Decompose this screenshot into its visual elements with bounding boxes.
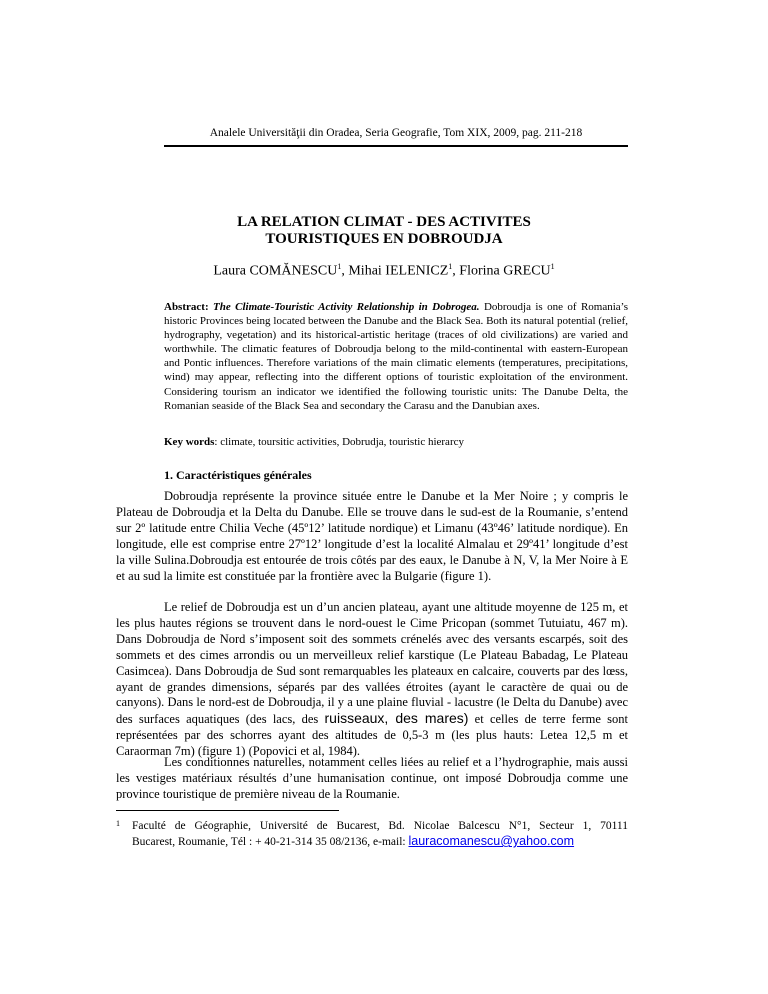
author-affiliation-mark: 1 bbox=[337, 262, 342, 271]
paragraph-text-enlarged: ruisseaux, des mares) bbox=[324, 710, 469, 727]
body-paragraph-2 bbox=[116, 600, 628, 760]
keywords bbox=[164, 436, 628, 448]
paper-title bbox=[140, 214, 628, 248]
author-name: Florina GRECU bbox=[459, 263, 551, 279]
header-rule bbox=[164, 145, 628, 147]
keywords-label: Key words bbox=[164, 436, 215, 448]
footnote-line-2 bbox=[116, 834, 628, 850]
paragraph-text: Le relief de Dobroudja est un d’un ancien plateau, ayant une altitude moyenne de 125 m, et les plus hautes régions se trouvent dans le nord-ouest le Cime Pricopan (sommet Tutuiatu, 467 m). Dans Dobroudja de Nord s’imposent soit des sommets crénelés avec des versants escarpés, soit des sommets et des cimes arrondis ou un merveilleux relief karstique (Le Plateau Babadag, Le Plateau Casimcea). Dans Dobroudja de Sud sont remarquables les plateaux en calcaire, couverts par des lœss, ayant de grandes dimensions, séparés par des vallées étroites (ayant le caractère de quai ou de canyons). Dans le nord-est de Dobroudja, il y a une plaine fluvial - lacustre (le Delta du Danube) avec des surfaces aquatiques (des lacs, des bbox=[116, 600, 628, 727]
paragraph-text: Les conditionnes naturelles, notamment celles liées au relief et a l’hydrographie, mais aussi les vestiges matériaux résultés d’une humanisation continue, ont imposé Dobroudja comme une province touristique de première niveau de la Roumanie. bbox=[116, 755, 628, 801]
body-paragraph-3 bbox=[116, 755, 628, 803]
abstract-english-title: The Climate-Touristic Activity Relationship in Dobrogea. bbox=[213, 301, 480, 313]
paragraph-text: et celles de terre ferme sont représentées par des schorres ayant des altitudes de 0,5-3 m (les plus hauts: Letea 12,5 m et Caraorman 7m) (figure 1) (Popovici et al, 1984). bbox=[116, 712, 628, 759]
section-heading: 1. Caractéristiques générales bbox=[164, 468, 312, 482]
footnote-rule bbox=[116, 810, 339, 811]
title-line-2: TOURISTIQUES EN DOBROUDJA bbox=[265, 231, 503, 247]
abstract: Abstract: The Climate-Touristic Activity Relationship in Dobrogea. Dobroudja is one of Romania’s historic Provinces being located between the Danube and the Black Sea. Both its natural potential (relief, hydrography, vegetation) and its historical-artistic heritage (traces of old civilizations) are varied and worthwhile. The climatic features of Dobroudja belong to the mild-continental with eastern-European and Pontic influences. Therefore variations of the main climatic elements (temperatures, precipitations, wind) may appear, reflecting into the different options of touristic exploitation of the environment. Considering tourism an indicator we identified the following touristic units: The Danube Delta, the Romanian seaside of the Black Sea and secondary the Carasu and the Danubian axes. bbox=[164, 301, 628, 412]
author-list: Laura COMĂNESCU$^1$, Mihai IELENICZ$^1$, Florina GRECU$^1$ bbox=[213, 262, 555, 279]
title-line-1: LA RELATION CLIMAT - DES ACTIVITES bbox=[237, 214, 531, 230]
author-name: Laura COMĂNESCU bbox=[213, 263, 338, 279]
journal-header: Analele Universităţii din Oradea, Seria Geografie, Tom XIX, 2009, pag. 211-218 bbox=[209, 127, 583, 139]
footnote-address: Bucarest, Roumanie, Tél : + 40-21-314 35 08/2136, e-mail: bbox=[132, 836, 409, 848]
email-link[interactable]: lauracomanescu@yahoo.com bbox=[408, 834, 575, 848]
keywords-text: : climate, toursitic activities, Dobrudja, touristic hierarcy bbox=[214, 436, 464, 448]
footnote-mark: 1 bbox=[116, 819, 120, 828]
abstract-text: Dobroudja is one of Romania’s historic Provinces being located between the Danube and the Black Sea. Both its natural potential (relief, hydrography, vegetation) and its historical-artistic heritage (traces of old civilizations) are varied and worthwhile. The climatic features of Dobroudja belong to the mild-continental with eastern-European and Pontic influences. Therefore variations of the main climatic elements (temperatures, precipitations, wind) may appear, reflecting into the different options of touristic exploitation of the environment. Considering tourism an indicator we identified the following touristic units: The Danube Delta, the Romanian seaside of the Black Sea and secondary the Carasu and the Danubian axes. bbox=[164, 301, 628, 412]
author-name: Mihai IELENICZ bbox=[348, 263, 449, 279]
abstract-label: Abstract bbox=[164, 301, 205, 313]
author-affiliation-mark: 1 bbox=[550, 262, 555, 271]
footnote-line-1: Faculté de Géographie, Université de Bucarest, Bd. Nicolae Balcescu N°1, Secteur 1, 70111 bbox=[132, 820, 628, 832]
paragraph-text: Dobroudja représente la province située entre le Danube et la Mer Noire ; y compris le Plateau de Dobroudja et la Delta du Danube. Elle se trouve dans le sud-est de la Roumanie, s’entend sur 2º latitude entre Chilia Veche (45º12’ latitude nordique) et Limanu (43º46’ latitude nordique). En longitude, elle est comprise entre 27º12’ longitude d’est la localité Almalau et 29º41’ longitude d’est la ville Sulina.Dobroudja est entourée de trois côtés par des eaux, le Danube à N, V, la Mer Noire à E et au sud la limite est constituée par la frontière avec la Bulgarie (figure 1). bbox=[116, 489, 628, 583]
footnote bbox=[116, 819, 628, 850]
body-paragraph-1 bbox=[116, 489, 628, 584]
author-affiliation-mark: 1 bbox=[448, 262, 453, 271]
